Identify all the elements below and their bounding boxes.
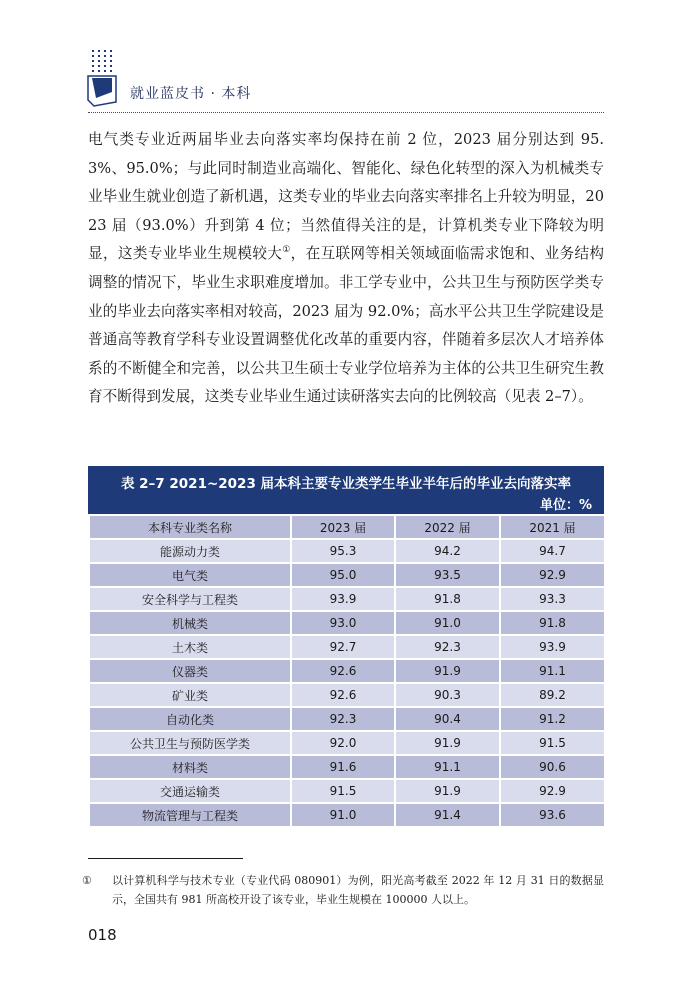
cell-2023: 91.6	[291, 755, 395, 779]
cell-2021: 89.2	[500, 683, 605, 707]
header-divider	[88, 112, 604, 113]
cell-2022: 93.5	[395, 563, 500, 587]
table-row	[89, 659, 605, 683]
cell-major: 物流管理与工程类	[89, 803, 291, 827]
footnote-reference[interactable]: ①	[282, 245, 291, 256]
cell-2022: 94.2	[395, 539, 500, 563]
cell-2021: 93.9	[500, 635, 605, 659]
header-2022: 2022 届	[395, 515, 500, 539]
cell-major: 能源动力类	[89, 539, 291, 563]
cell-2021: 92.9	[500, 779, 605, 803]
cell-major: 矿业类	[89, 683, 291, 707]
cell-2023: 93.0	[291, 611, 395, 635]
cell-2022: 91.9	[395, 659, 500, 683]
cell-major: 仪器类	[89, 659, 291, 683]
cell-2021: 94.7	[500, 539, 605, 563]
footnote-mark: ①	[82, 874, 92, 887]
table-row	[89, 707, 605, 731]
cell-2022: 91.8	[395, 587, 500, 611]
cell-2022: 92.3	[395, 635, 500, 659]
cell-2022: 90.4	[395, 707, 500, 731]
footnote-text: 以计算机科学与技术专业（专业代码 080901）为例，阳光高考截至 2022 年 12 月 31 日的数据显示，全国共有 981 所高校开设了该专业，毕业生规模在 100000 人以上。	[112, 874, 604, 906]
table-row	[89, 755, 605, 779]
cell-2022: 91.0	[395, 611, 500, 635]
table-row	[89, 635, 605, 659]
cell-2023: 92.3	[291, 707, 395, 731]
table-row	[89, 563, 605, 587]
cell-major: 电气类	[89, 563, 291, 587]
cell-2021: 92.9	[500, 563, 605, 587]
book-logo-icon	[86, 50, 122, 108]
table-row	[89, 779, 605, 803]
cell-2021: 91.1	[500, 659, 605, 683]
footnote	[82, 871, 604, 909]
table-header-row	[89, 515, 605, 539]
cell-2023: 92.0	[291, 731, 395, 755]
cell-2023: 91.0	[291, 803, 395, 827]
cell-2023: 92.7	[291, 635, 395, 659]
cell-2021: 91.8	[500, 611, 605, 635]
page-number: 018	[88, 926, 117, 944]
cell-2023: 95.0	[291, 563, 395, 587]
cell-major: 安全科学与工程类	[89, 587, 291, 611]
cell-major: 材料类	[89, 755, 291, 779]
header-major-category: 本科专业类名称	[89, 515, 291, 539]
cell-major: 公共卫生与预防医学类	[89, 731, 291, 755]
cell-2023: 92.6	[291, 683, 395, 707]
header-2023: 2023 届	[291, 515, 395, 539]
table-title-bar	[88, 466, 604, 514]
running-header-title: 就业蓝皮书 · 本科	[130, 86, 252, 102]
cell-2023: 93.9	[291, 587, 395, 611]
cell-major: 土木类	[89, 635, 291, 659]
graduation-rate-table	[88, 466, 604, 828]
cell-major: 机械类	[89, 611, 291, 635]
cell-major: 交通运输类	[89, 779, 291, 803]
cell-major: 自动化类	[89, 707, 291, 731]
table-row	[89, 539, 605, 563]
cell-2021: 91.2	[500, 707, 605, 731]
table-row	[89, 611, 605, 635]
cell-2022: 91.9	[395, 779, 500, 803]
cell-2022: 91.1	[395, 755, 500, 779]
cell-2022: 91.9	[395, 731, 500, 755]
cell-2023: 92.6	[291, 659, 395, 683]
data-table	[88, 514, 606, 828]
paragraph-text-part-2: ，在互联网等相关领域面临需求饱和、业务结构调整的情况下，毕业生求职难度增加。非工学专业中，公共卫生与预防医学类专业的毕业去向落实率相对较高，2023 届为 92.0%；高水平公共卫生学院建设是普通高等教育学科专业设置调整优化改革的重要内容，伴随着多层次人才培养体系的不断健全和完善，以公共卫生硕士专业学位培养为主体的公共卫生研究生教育不断得到发展，这类专业毕业生通过读研落实去向的比例较高（见表 2–7）。	[88, 245, 604, 406]
table-row	[89, 683, 605, 707]
table-unit: 单位：%	[539, 498, 592, 513]
table-row	[89, 587, 605, 611]
header-2021: 2021 届	[500, 515, 605, 539]
table-row	[89, 731, 605, 755]
cell-2023: 91.5	[291, 779, 395, 803]
footnote-divider	[88, 858, 243, 859]
cell-2022: 91.4	[395, 803, 500, 827]
cell-2021: 93.3	[500, 587, 605, 611]
paragraph-text-part-1: 电气类专业近两届毕业去向落实率均保持在前 2 位，2023 届分别达到 95.3%、95.0%；与此同时制造业高端化、智能化、绿色化转型的深入为机械类专业毕业生就业创造了新机遇，这类专业的毕业去向落实率排名上升较为明显，2023 届（93.0%）升到第 4 位；当然值得关注的是，计算机类专业下降较为明显，这类专业毕业生规模较大	[88, 131, 604, 263]
table-title: 表 2–7 2021~2023 届本科主要专业类学生毕业半年后的毕业去向落实率	[120, 476, 572, 492]
cell-2023: 95.3	[291, 539, 395, 563]
cell-2021: 91.5	[500, 731, 605, 755]
body-paragraph	[88, 126, 604, 412]
cell-2021: 93.6	[500, 803, 605, 827]
table-row	[89, 803, 605, 827]
cell-2022: 90.3	[395, 683, 500, 707]
cell-2021: 90.6	[500, 755, 605, 779]
